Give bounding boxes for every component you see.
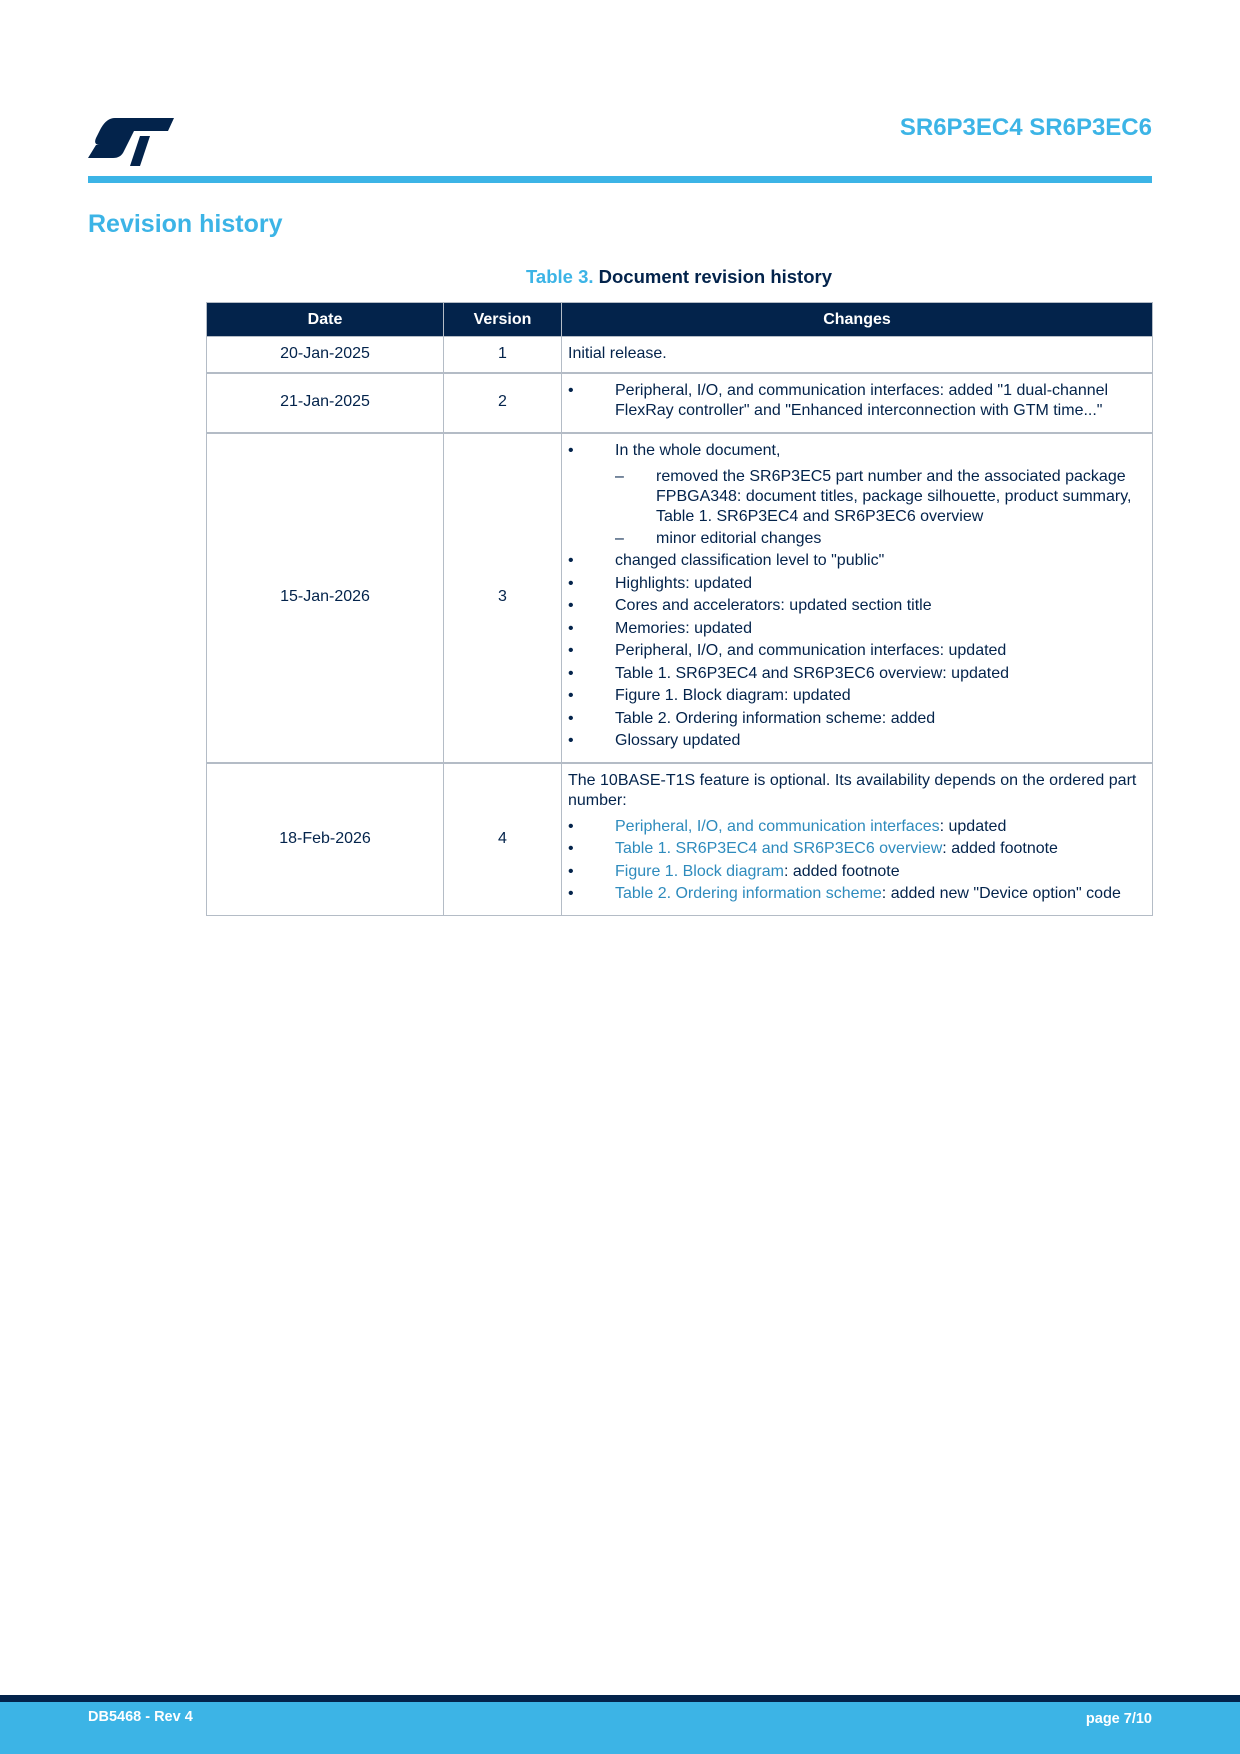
- row-version: 3: [444, 433, 562, 763]
- change-item: [568, 817, 1146, 837]
- row-version: 1: [444, 337, 562, 374]
- change-item-text: In the whole document,: [615, 441, 781, 459]
- change-item: • Cores and accelerators: updated section title: [568, 596, 1146, 616]
- change-item-text: : added new "Device option" code: [881, 885, 1121, 902]
- table-row: [207, 337, 1153, 374]
- row-version: 4: [444, 763, 562, 916]
- change-item: • Peripheral, I/O, and communication interfaces: updated: [568, 641, 1146, 661]
- table-header-row: [207, 303, 1153, 337]
- row-date: 15-Jan-2026: [207, 433, 444, 763]
- footer-doc-ref: DB5468 - Rev 4: [88, 1709, 193, 1725]
- footer-rule: [0, 1695, 1240, 1702]
- column-header-changes: Changes: [562, 303, 1153, 337]
- table-caption-title: Document revision history: [598, 266, 832, 287]
- document-title: SR6P3EC4 SR6P3EC6: [899, 114, 1152, 141]
- change-intro: The 10BASE-T1S feature is optional. Its availability depends on the ordered part number:: [568, 771, 1137, 809]
- row-date: 20-Jan-2025: [207, 337, 444, 374]
- change-item: [568, 441, 1146, 549]
- peripheral-section-link[interactable]: Peripheral, I/O, and communication interfaces: [615, 817, 940, 835]
- change-item-text: : added footnote: [942, 840, 1058, 857]
- column-header-version: Version: [444, 303, 562, 337]
- change-item: [568, 862, 1146, 882]
- row-version: 2: [444, 373, 562, 433]
- change-item-text: : updated: [939, 817, 1007, 835]
- table-row: [207, 373, 1153, 433]
- section-title: Revision history: [88, 210, 283, 238]
- change-item: [568, 839, 1146, 859]
- row-changes: [562, 763, 1153, 916]
- revision-history-table: [206, 302, 1153, 916]
- change-item: • Figure 1. Block diagram: updated: [568, 686, 1146, 706]
- figure-1-link[interactable]: Figure 1. Block diagram: [615, 862, 784, 880]
- header-rule: [88, 176, 1152, 183]
- table-row: [207, 433, 1153, 763]
- change-item: • Memories: updated: [568, 619, 1146, 639]
- change-item: • changed classification level to "public": [568, 551, 1146, 571]
- row-changes: [562, 373, 1153, 433]
- column-header-date: Date: [207, 303, 444, 337]
- change-sub-item: – removed the SR6P3EC5 part number and the associated package FPBGA348: document titles, package silhouette, product summary, Table 1. SR6P3EC4 and SR6P3EC6 overview: [615, 467, 1146, 527]
- change-item: • Glossary updated: [568, 731, 1146, 751]
- change-sub-item: – minor editorial changes: [615, 529, 1146, 549]
- change-item: • Highlights: updated: [568, 574, 1146, 594]
- row-date: 18-Feb-2026: [207, 763, 444, 916]
- change-item: • Peripheral, I/O, and communication interfaces: added "1 dual-channel FlexRay controller" and "Enhanced interconnection with GTM time...": [568, 381, 1146, 421]
- change-item: • Table 2. Ordering information scheme: added: [568, 709, 1146, 729]
- table-row: [207, 763, 1153, 916]
- table-2-link[interactable]: Table 2. Ordering information scheme: [615, 885, 882, 902]
- row-changes: Initial release.: [562, 337, 1153, 374]
- change-item: • Table 1. SR6P3EC4 and SR6P3EC6 overview: updated: [568, 664, 1146, 684]
- table-caption-number: Table 3.: [525, 266, 594, 287]
- table-caption: [206, 266, 1152, 288]
- row-date: 21-Jan-2025: [207, 373, 444, 433]
- change-item: [568, 884, 1146, 904]
- st-logo: [88, 118, 174, 166]
- footer-page-number: page 7/10: [1085, 1711, 1152, 1727]
- row-changes: [562, 433, 1153, 763]
- change-item-text: : added footnote: [783, 862, 900, 880]
- table-1-link[interactable]: Table 1. SR6P3EC4 and SR6P3EC6 overview: [615, 840, 943, 857]
